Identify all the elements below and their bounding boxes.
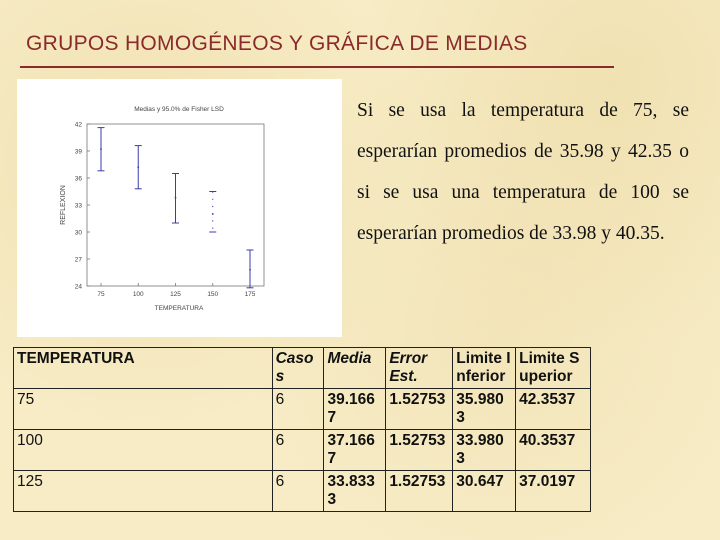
slide-title: GRUPOS HOMOGÉNEOS Y GRÁFICA DE MEDIAS: [26, 32, 528, 55]
cell-temperatura: 100: [14, 430, 273, 471]
y-axis-label: REFLEXION: [60, 185, 67, 225]
cell-error-est: 1.52753: [386, 430, 453, 471]
header-limite-inferior: Limite Inferior: [453, 348, 516, 389]
cell-media: 39.1667: [324, 389, 386, 430]
x-ticks: [97, 283, 255, 298]
header-error-est: Error Est.: [386, 348, 453, 389]
means-chart: [17, 79, 342, 337]
header-casos: Casos: [272, 348, 324, 389]
cell-limite-inferior: 30.647: [453, 471, 516, 512]
y-tick-label: 24: [74, 283, 82, 291]
mean-point: [249, 269, 251, 271]
mean-point: [212, 213, 214, 215]
y-tick-label: 36: [74, 175, 82, 183]
title-underline: [20, 66, 614, 68]
y-tick-label: 33: [74, 202, 82, 210]
header-media: Media: [324, 348, 386, 389]
x-tick-label: 100: [132, 291, 144, 298]
cell-limite-inferior: 33.9803: [453, 430, 516, 471]
cell-limite-inferior: 35.9803: [453, 389, 516, 430]
cell-casos: 6: [272, 389, 324, 430]
means-chart-svg: [17, 79, 342, 337]
header-temperatura: TEMPERATURA: [14, 348, 273, 389]
cell-limite-superior: 42.3537: [516, 389, 591, 430]
table-row: [14, 430, 591, 471]
mean-point: [137, 166, 139, 168]
x-tick-label: 75: [97, 291, 105, 298]
y-tick-label: 30: [74, 229, 82, 237]
table-header-row: [14, 348, 591, 389]
mean-point: [175, 197, 177, 199]
x-tick-label: 175: [244, 291, 256, 298]
table-row: [14, 389, 591, 430]
cell-media: 37.1667: [324, 430, 386, 471]
cell-error-est: 1.52753: [386, 389, 453, 430]
chart-title: Medias y 95.0% de Fisher LSD: [134, 106, 224, 113]
cell-casos: 6: [272, 430, 324, 471]
cell-media: 33.8333: [324, 471, 386, 512]
header-limite-superior: Limite Superior: [516, 348, 591, 389]
x-tick-label: 125: [170, 291, 181, 298]
y-tick-label: 27: [74, 256, 82, 264]
mean-point: [100, 148, 102, 150]
cell-error-est: 1.52753: [386, 471, 453, 512]
y-tick-label: 42: [74, 121, 82, 129]
cell-casos: 6: [272, 471, 324, 512]
intervals: [98, 128, 254, 288]
cell-limite-superior: 40.3537: [516, 430, 591, 471]
means-table: [13, 347, 591, 512]
cell-limite-superior: 37.0197: [516, 471, 591, 512]
x-tick-label: 150: [207, 291, 219, 298]
table-row: [14, 471, 591, 512]
x-axis-label: TEMPERATURA: [154, 305, 204, 312]
description-text: Si se usa la temperatura de 75, se esperarían promedios de 35.98 y 42.35 o si se usa una temperatura de 100 se esperarían promedios de 33.98 y 40.35.: [357, 100, 689, 244]
y-ticks: [75, 121, 90, 290]
cell-temperatura: 125: [14, 471, 273, 512]
cell-temperatura: 75: [14, 389, 273, 430]
y-tick-label: 39: [74, 148, 82, 156]
